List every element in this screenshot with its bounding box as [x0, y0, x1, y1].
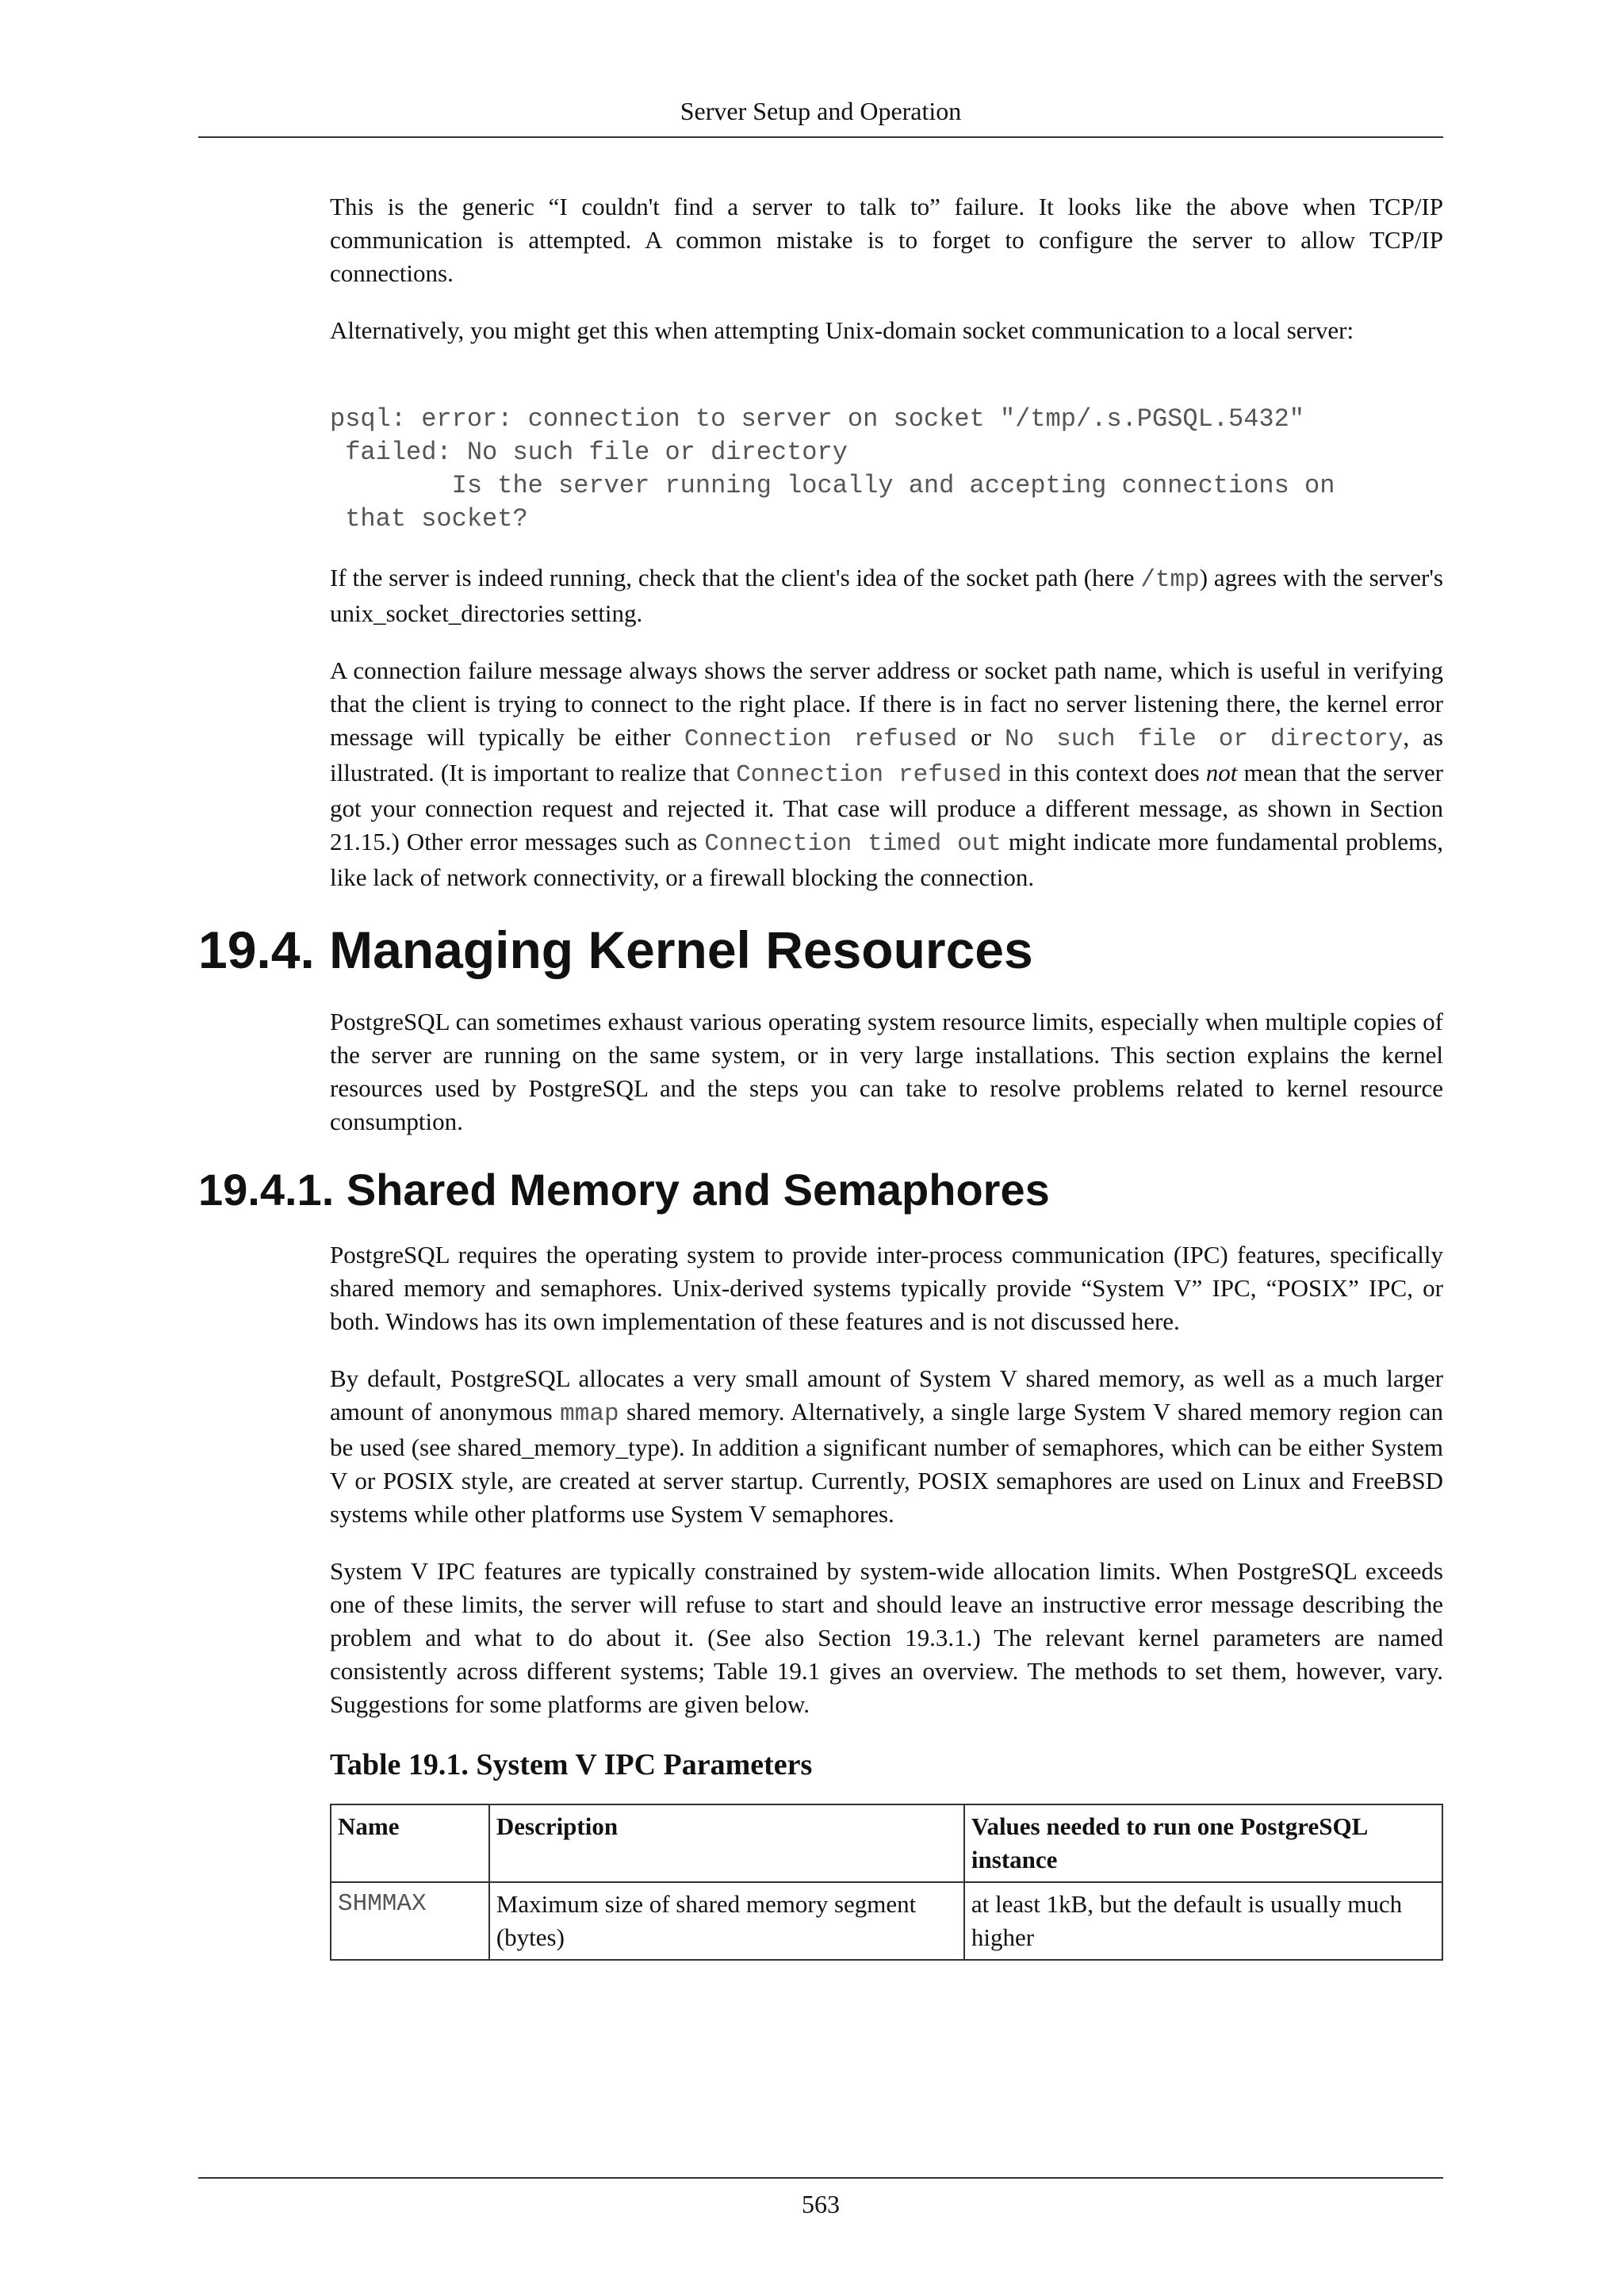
text-run: A connection failure message always shows the server address or socket path name, which is useful in verifying that the client is trying to connect to the right place. If there is in fact no server listening there, the kernel error message will typically be either — [330, 656, 1443, 751]
text-run: If the server is indeed running, check that the client's idea of the socket path (here — [330, 564, 1141, 591]
paragraph: PostgreSQL can sometimes exhaust various operating system resource limits, especially when multiple copies of the server are running on the same system, or in very large installations. This section explains the kernel resources used by PostgreSQL and the steps you can take to resolve problems related to kernel resource consumption. — [330, 1008, 1443, 1135]
table-title: Table 19.1. System V IPC Parameters — [330, 1748, 813, 1781]
inline-code: Connection timed out — [704, 830, 1002, 858]
text-run: shared memory. Alternatively, a single large System V shared memory region can be used (see shared_memory_type). In addition a significant number of semaphores, which can be either System V or POSIX style, are created at server startup. Currently, POSIX semaphores are used on Linux and FreeBSD systems while other platforms use System V semaphores. — [330, 1398, 1443, 1528]
column-header-values: Values needed to run one PostgreSQL instance — [964, 1804, 1442, 1882]
paragraph — [330, 561, 1443, 630]
running-header: Server Setup and Operation — [680, 97, 962, 125]
ipc-parameters-table — [330, 1804, 1443, 1961]
text-run: , as illustrated. (It is important to realize that — [330, 723, 1443, 786]
paragraph: System V IPC features are typically constrained by system-wide allocation limits. When PostgreSQL exceeds one of these limits, the server will refuse to start and should leave an instructive error message describing the problem and what to do about it. (See also Section 19.3.1.) The relevant kernel parameters are named consistently across different systems; Table 19.1 gives an overview. The methods to set them, however, vary. Suggestions for some platforms are given below. — [330, 1557, 1443, 1718]
cell-description: Maximum size of shared memory segment (bytes) — [489, 1882, 964, 1960]
page-number: 563 — [802, 2190, 840, 2218]
inline-code: No such file or directory — [1005, 725, 1404, 753]
paragraph: Alternatively, you might get this when attempting Unix-domain socket communication to a local server: — [330, 316, 1354, 344]
column-header-name: Name — [331, 1804, 489, 1882]
code-block: psql: error: connection to server on socket "/tmp/.s.PGSQL.5432" failed: No such file or directory Is the server running locally and accepting connections on that socket? — [330, 404, 1335, 534]
emphasis: not — [1205, 759, 1238, 786]
subsection-heading: 19.4.1. Shared Memory and Semaphores — [198, 1165, 1050, 1215]
paragraph: PostgreSQL requires the operating system to provide inter-process communication (IPC) features, specifically shared memory and semaphores. Unix-derived systems typically provide “System V” IPC, “POSIX” IPC, or both. Windows has its own implementation of these features and is not discussed here. — [330, 1241, 1443, 1335]
table-header-row — [331, 1804, 1442, 1882]
paragraph — [330, 1362, 1443, 1531]
cell-values: at least 1kB, but the default is usually much higher — [964, 1882, 1442, 1960]
paragraph — [330, 654, 1443, 894]
text-run: in this context does — [1002, 759, 1206, 786]
page-content — [198, 190, 1444, 1961]
section-heading: 19.4. Managing Kernel Resources — [198, 920, 1033, 979]
header-rule — [198, 136, 1443, 138]
text-run: or — [957, 723, 1005, 751]
cell-name: SHMMAX — [331, 1882, 489, 1960]
inline-code: Connection refused — [684, 725, 958, 753]
text-run: might indicate more fundamental problems, like lack of network connectivity, or a firewall blocking the connection. — [330, 828, 1443, 891]
footer-rule — [198, 2177, 1443, 2179]
text-run: ) agrees with the server's unix_socket_directories setting. — [330, 564, 1443, 627]
inline-code: Connection refused — [736, 761, 1002, 789]
inline-code: /tmp — [1140, 566, 1200, 594]
column-header-description: Description — [489, 1804, 964, 1882]
table-row — [331, 1882, 1442, 1960]
text-run: By default, PostgreSQL allocates a very small amount of System V shared memory, as well as a much larger amount of anonymous — [330, 1364, 1443, 1425]
text-run: mean that the server got your connection request and rejected it. That case will produce a different message, as shown in Section 21.15.) Other error messages such as — [330, 759, 1444, 855]
paragraph: This is the generic “I couldn't find a server to talk to” failure. It looks like the above when TCP/IP communication is attempted. A common mistake is to forget to configure the server to allow TCP/IP connections. — [330, 193, 1443, 287]
inline-code: mmap — [560, 1400, 619, 1428]
